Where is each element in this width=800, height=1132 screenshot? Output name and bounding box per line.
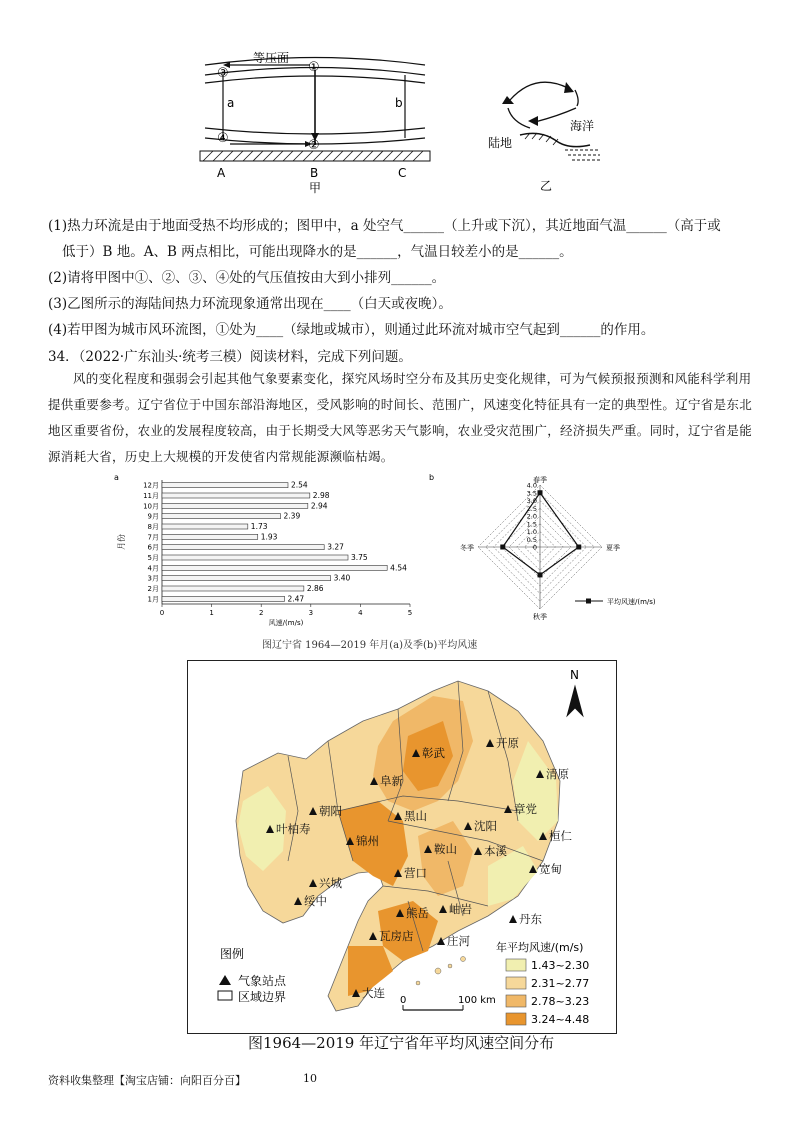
point-4: ④ (217, 131, 229, 146)
label-a: a (227, 96, 235, 110)
point-3: ③ (217, 66, 229, 81)
chart-b-legend-marker (586, 599, 591, 604)
station-label: 庄河 (447, 934, 470, 948)
chart-a-bar (162, 534, 258, 539)
chart-a-bar (162, 493, 310, 498)
chart-a-category-label: 3月 (147, 574, 159, 583)
footer-source: 资料收集整理【淘宝店铺：向阳百分百】 (48, 1074, 246, 1087)
speed-legend-label: 2.31~2.77 (531, 977, 590, 990)
chart-a-value-label: 4.54 (390, 563, 407, 573)
station-label: 熊岳 (406, 906, 429, 920)
chart-a-x-tick-label: 2 (258, 609, 264, 617)
chart-b-r-tick-label: 0 (532, 543, 537, 552)
figure-jia-caption: 甲 (309, 181, 322, 195)
chart-a-category-label: 8月 (147, 523, 159, 531)
chart-a-y-axis-label: 月份 (117, 534, 126, 550)
chart-a-category-label: 9月 (147, 512, 159, 521)
station-label: 大连 (362, 986, 385, 1000)
chart-b-point (576, 545, 581, 550)
chart-a-x-tick-label: 4 (358, 609, 363, 617)
chart-a-category-label: 1月 (147, 595, 159, 604)
liaoning-map (188, 661, 614, 1031)
chart-seasonal-wind (425, 470, 695, 635)
speed-legend-swatch (506, 959, 526, 971)
chart-a-category-label: 5月 (147, 554, 159, 562)
north-arrow-icon (567, 686, 583, 716)
scale-start: 0 (400, 995, 407, 1006)
chart-b-r-tick-label: 2.0 (526, 512, 537, 521)
chart-a-bar (162, 524, 248, 529)
ground-label-a: A (217, 166, 226, 180)
chart-a-x-tick-label: 5 (407, 609, 413, 617)
chart-a-x-tick-label: 3 (308, 609, 314, 617)
chart-a-x-tick-label: 0 (159, 609, 165, 617)
chart-a-value-label: 3.75 (351, 553, 368, 562)
figure-yi (480, 60, 630, 195)
figure-yi-caption: 乙 (540, 179, 553, 193)
chart-b-r-tick-label: 3.5 (526, 489, 537, 498)
chart-a-x-tick-label: 1 (209, 609, 214, 617)
point-2: ② (308, 138, 320, 153)
chart-b-legend-label: 平均风速/(m/s) (607, 598, 656, 606)
chart-b-panel-label: b (429, 473, 435, 482)
station-label: 宽甸 (539, 862, 562, 876)
land-label: 陆地 (488, 136, 513, 150)
map-caption: 图1964—2019 年辽宁省年平均风速空间分布 (248, 1034, 555, 1052)
ground-label-b: B (310, 166, 319, 180)
question-4: (4)若甲图为城市风环流图，①处为____（绿地或城市），则通过此环流对城市空气起到______的作用。 (48, 322, 655, 338)
ocean-label: 海洋 (570, 119, 595, 133)
legend-station-icon (219, 975, 231, 985)
station-label: 桓仁 (549, 829, 572, 843)
chart-b-point (500, 545, 505, 550)
station-label: 本溪 (484, 844, 507, 858)
chart-b-r-tick-label: 2.5 (526, 504, 537, 513)
footer-page-number: 10 (303, 1072, 317, 1085)
station-label: 鞍山 (434, 842, 457, 856)
figure-jia (195, 45, 435, 195)
station-label: 营口 (404, 866, 427, 880)
station-label: 兴城 (319, 876, 342, 890)
station-label: 彰武 (422, 746, 445, 760)
legend-title: 图例 (220, 947, 245, 961)
question-34: 34．（2022·广东汕头·统考三模）阅读材料，完成下列问题。 (48, 349, 412, 365)
chart-a-bar (162, 483, 288, 488)
chart-a-x-axis-label: 风速/(m/s) (268, 619, 304, 627)
chart-a-value-label: 2.94 (310, 501, 328, 511)
chart-a-value-label: 3.40 (333, 573, 351, 583)
station-label: 清原 (546, 767, 569, 781)
chart-b-axis-label: 秋季 (533, 613, 547, 621)
chart-a-bar (162, 503, 308, 508)
chart-b-r-tick-label: 3.0 (526, 497, 537, 505)
legend-station-label: 气象站点 (238, 974, 287, 988)
chart-b-point (538, 490, 543, 495)
chart-a-value-label: 2.54 (290, 480, 308, 490)
station-label: 叶柏寿 (276, 822, 311, 836)
passage: 风的变化程度和强弱会引起其他气象要素变化，探究风场时空分布及其历史变化规律，可为气候预报预测和风能科学利用提供重要参考。辽宁省位于中国东部沿海地区，受风影响的时间长、范围广，风速变化特征具有一定的典型性。辽宁省是东北地区重要省份，农业的发展程度较高，由于长期受大风等恶劣天气影响，农业受灾范围广，经济损失严重。同时，辽宁省是能源消耗大省，历史上大规模的开发使省内常规能源濒临枯竭。 (48, 371, 753, 464)
chart-b-r-tick-label: 0.5 (526, 535, 537, 544)
station-label: 绥中 (304, 894, 327, 908)
speed-legend-label: 3.24~4.48 (531, 1013, 590, 1026)
chart-a-value-label: 2.86 (306, 584, 324, 593)
chart-b-r-tick-label: 1.0 (526, 528, 537, 536)
station-label: 沈阳 (474, 819, 497, 833)
chart-caption: 图辽宁省 1964—2019 年月(a)及季(b)平均风速 (262, 640, 478, 651)
label-b: b (395, 96, 403, 110)
chart-b-r-tick-label: 4.0 (526, 481, 537, 490)
speed-legend-swatch (506, 977, 526, 989)
chart-a-category-label: 10月 (143, 502, 159, 511)
point-1: ① (308, 60, 320, 75)
chart-a-bar (162, 596, 285, 601)
chart-a-panel-label: a (114, 473, 119, 482)
chart-a-category-label: 6月 (147, 543, 159, 552)
isobar-label: 等压面 (253, 51, 290, 65)
speed-legend-label: 1.43~2.30 (531, 959, 590, 972)
station-label: 章党 (514, 802, 537, 816)
station-label: 开原 (496, 736, 519, 750)
chart-b-axis-label: 春季 (533, 476, 547, 484)
chart-b-axis-label: 夏季 (606, 544, 620, 552)
legend-boundary-label: 区域边界 (238, 990, 287, 1004)
chart-a-category-label: 12月 (143, 481, 159, 490)
speed-legend-swatch (506, 995, 526, 1007)
chart-b-axis-label: 冬季 (460, 544, 474, 552)
speed-legend-label: 2.78~3.23 (531, 995, 590, 1008)
chart-a-category-label: 4月 (147, 564, 159, 573)
station-label: 黑山 (404, 809, 427, 823)
chart-b-r-tick-label: 1.5 (526, 520, 537, 529)
speed-legend-swatch (506, 1013, 526, 1025)
station-label: 丹东 (519, 912, 542, 926)
ground-label-c: C (398, 166, 407, 180)
chart-a-value-label: 3.27 (327, 542, 344, 552)
question-1-line1: (1)热力环流是由于地面受热不均形成的；图甲中，a 处空气______（上升或下沉），其近地面气温______（高于或 (48, 218, 721, 234)
chart-a-bar (162, 555, 348, 560)
chart-monthly-wind (110, 470, 430, 630)
station-label: 朝阳 (319, 804, 342, 818)
chart-b-point (538, 572, 543, 577)
legend-boundary-icon (218, 991, 232, 1000)
north-label: N (570, 668, 579, 682)
chart-a-bar (162, 514, 281, 519)
station-label: 瓦房店 (379, 929, 414, 943)
chart-a-value-label: 2.39 (283, 511, 301, 521)
chart-a-bar (162, 586, 304, 591)
chart-a-category-label: 2月 (147, 585, 159, 593)
station-label: 锦州 (356, 834, 379, 848)
chart-a-value-label: 2.47 (287, 594, 305, 604)
speed-legend-title: 年平均风速/(m/s) (496, 941, 584, 954)
question-2: (2)请将甲图中①、②、③、④处的气压值按由大到小排列______。 (48, 270, 446, 286)
chart-a-bar (162, 565, 387, 570)
chart-a-bar (162, 576, 331, 581)
chart-a-value-label: 1.93 (260, 532, 278, 542)
question-3: (3)乙图所示的海陆间热力环流现象通常出现在____（白天或夜晚）。 (48, 296, 452, 312)
chart-a-bar (162, 545, 324, 550)
scale-end: 100 km (458, 995, 496, 1006)
question-1-line2: 低于）B 地。A、B 两点相比，可能出现降水的是______，气温日较差小的是______。 (62, 244, 573, 260)
chart-a-value-label: 2.98 (312, 491, 330, 500)
station-icon (509, 915, 517, 923)
chart-a-category-label: 7月 (147, 533, 159, 542)
station-label: 阜新 (380, 774, 403, 788)
chart-a-value-label: 1.73 (250, 522, 268, 531)
station-label: 岫岩 (449, 902, 472, 916)
chart-a-category-label: 11月 (143, 492, 159, 500)
